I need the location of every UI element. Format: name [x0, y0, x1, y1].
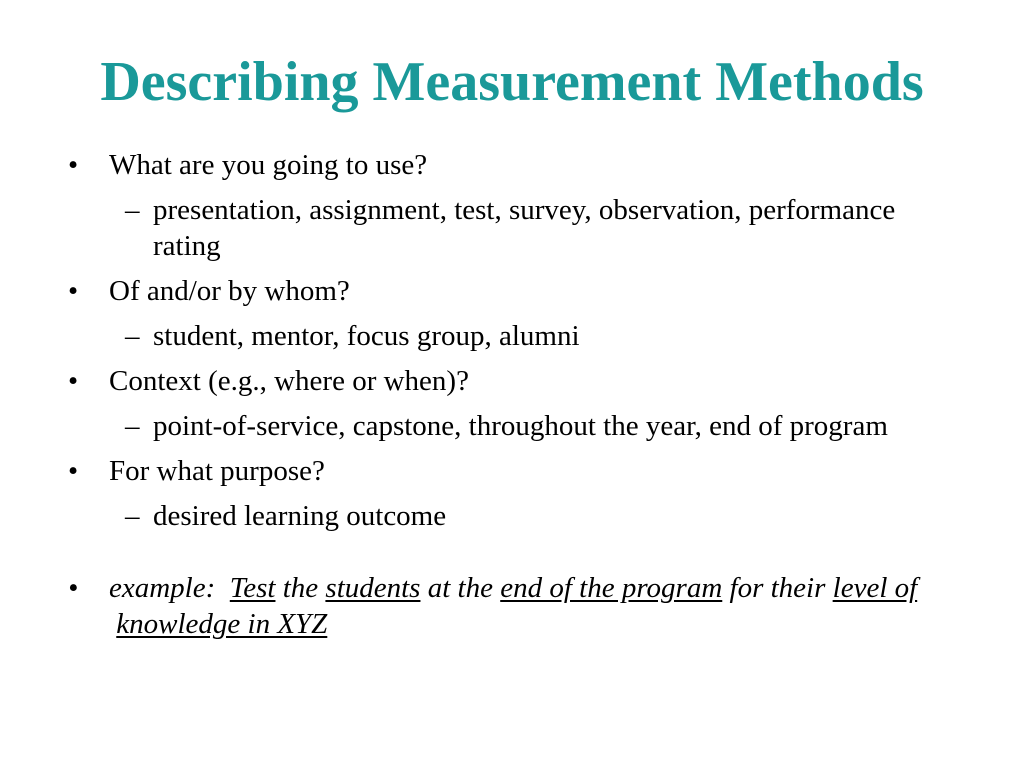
- example-text: the: [275, 572, 326, 604]
- example-level-of: level of: [832, 572, 918, 604]
- sub-text: student, mentor, focus group, alumni: [153, 320, 580, 352]
- bullet-item: [68, 453, 968, 534]
- sub-item: [109, 318, 968, 354]
- sub-text: desired learning outcome: [153, 500, 447, 532]
- example-text: at the: [420, 572, 501, 604]
- bullet-list: [68, 147, 968, 651]
- sub-list: [109, 192, 968, 264]
- bullet-icon: •: [68, 455, 79, 487]
- sub-item: [109, 498, 968, 534]
- example-knowledge: knowledge in XYZ: [116, 608, 328, 640]
- sub-list: [109, 408, 968, 444]
- bullet-item: [68, 273, 968, 354]
- bullet-icon: •: [68, 149, 79, 181]
- bullet-icon: •: [68, 275, 79, 307]
- example-prefix: example:: [109, 572, 230, 604]
- example-end-of-program: end of the program: [500, 572, 723, 604]
- bullet-icon: •: [68, 572, 79, 604]
- bullet-icon: •: [68, 365, 79, 397]
- dash-icon: –: [125, 410, 140, 442]
- sub-item: [109, 192, 968, 264]
- sub-text: point-of-service, capstone, throughout the year, end of program: [153, 410, 888, 442]
- bullet-text: What are you going to use?: [109, 149, 428, 181]
- sub-list: [109, 498, 968, 534]
- example-bullet: [68, 570, 968, 642]
- sub-item: [109, 408, 968, 444]
- bullet-text: For what purpose?: [109, 455, 325, 487]
- bullet-item: [68, 363, 968, 444]
- sub-list: [109, 318, 968, 354]
- bullet-text: Of and/or by whom?: [109, 275, 350, 307]
- sub-text: presentation, assignment, test, survey, observation, performance rating: [153, 194, 896, 262]
- bullet-text: Context (e.g., where or when)?: [109, 365, 469, 397]
- bullet-item: [68, 147, 968, 264]
- example-test: Test: [229, 572, 276, 604]
- example-students: students: [325, 572, 421, 604]
- dash-icon: –: [125, 320, 140, 352]
- example-text: for their: [722, 572, 833, 604]
- dash-icon: –: [125, 500, 140, 532]
- slide-title: Describing Measurement Methods: [100, 51, 924, 113]
- dash-icon: –: [125, 194, 140, 226]
